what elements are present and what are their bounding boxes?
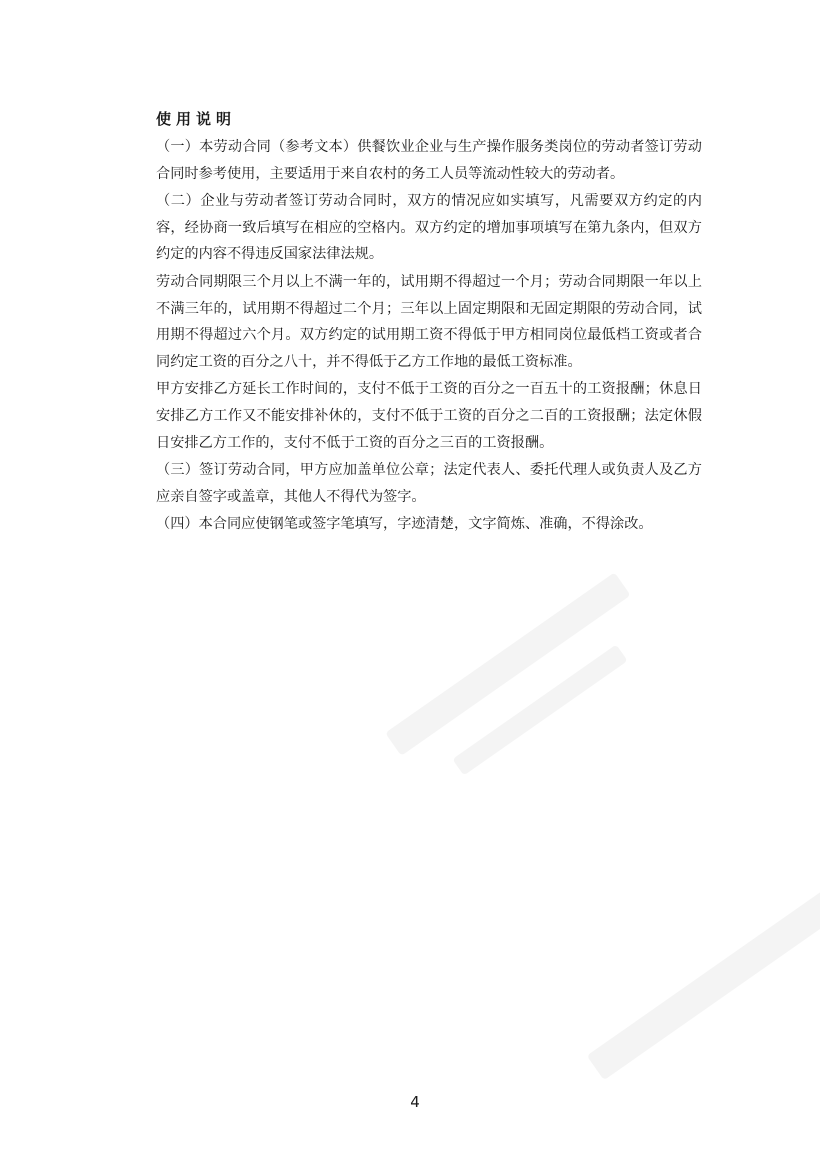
paragraph-4: 甲方安排乙方延长工作时间的，支付不低于工资的百分之一百五十的工资报酬；休息日安排乙方工作又不能安排补休的，支付不低于工资的百分之二百的工资报酬；法定休假日安排乙方工作的，支付不低于工资的百分之三百的工资报酬。 [156,381,702,451]
paragraph-5: （三）签订劳动合同，甲方应加盖单位公章；法定代表人、委托代理人或负责人及乙方应亲自签字或盖章，其他人不得代为签字。 [156,462,702,505]
paragraph-6: （四）本合同应使钢笔或签字笔填写，字迹清楚，文字简炼、准确，不得涂改。 [156,516,653,533]
document-body [156,108,702,539]
paragraph-1: （一）本劳动合同（参考文本）供餐饮业企业与生产操作服务类岗位的劳动者签订劳动合同时参考使用，主要适用于来自农村的务工人员等流动性较大的劳动者。 [156,139,702,182]
page-number: 4 [410,1093,420,1111]
paragraph-3: 劳动合同期限三个月以上不满一年的，试用期不得超过一个月；劳动合同期限一年以上不满三年的，试用期不得超过二个月；三年以上固定期限和无固定期限的劳动合同，试用期不得超过六个月。双方约定的试用期工资不得低于甲方相同岗位最低档工资或者合同约定工资的百分之八十，并不得低于乙方工作地的最低工资标准。 [156,273,702,370]
document-heading: 使用说明 [156,110,237,128]
paragraph-2: （二）企业与劳动者签订劳动合同时，双方的情况应如实填写，凡需要双方约定的内容，经协商一致后填写在相应的空格内。双方约定的增加事项填写在第九条内，但双方约定的内容不得违反国家法律法规。 [156,193,702,263]
